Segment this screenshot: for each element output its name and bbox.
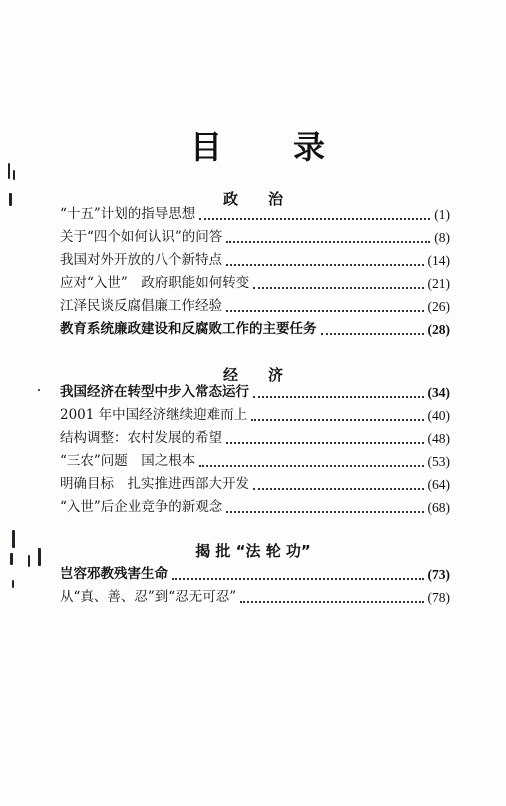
toc-entry-title: 我国经济在转型中步入常态运行 bbox=[60, 384, 249, 400]
scan-mark bbox=[13, 170, 15, 180]
toc-entry[interactable] bbox=[60, 295, 450, 318]
toc-entry[interactable] bbox=[60, 249, 450, 272]
page-title bbox=[190, 122, 325, 168]
toc-entry[interactable] bbox=[60, 272, 450, 295]
toc-entry-title: “十五”计划的指导思想 bbox=[60, 206, 196, 222]
toc-entry[interactable] bbox=[60, 427, 450, 450]
dot-leader bbox=[226, 241, 430, 243]
toc-entry-page: (68) bbox=[427, 500, 450, 515]
toc-entry[interactable] bbox=[60, 404, 450, 427]
dot-leader bbox=[253, 287, 423, 289]
toc-entry-page: (53) bbox=[427, 454, 450, 469]
page-title-char-2: 录 bbox=[292, 128, 325, 166]
section-heading-economy: 经 济 bbox=[222, 366, 283, 384]
dot-leader bbox=[199, 465, 423, 467]
dot-leader bbox=[172, 578, 424, 580]
toc-entry-page: (64) bbox=[427, 477, 450, 492]
scan-mark bbox=[8, 163, 10, 179]
section-heading-falun-gong: 揭 批 “法 轮 功” bbox=[195, 542, 311, 560]
toc-list-falun-gong bbox=[60, 563, 450, 609]
toc-entry-title: 江泽民谈反腐倡廉工作经验 bbox=[60, 298, 222, 314]
toc-entry-title: 明确目标 扎实推进西部大开发 bbox=[60, 476, 249, 492]
scan-mark bbox=[10, 553, 13, 565]
dot-leader bbox=[321, 333, 424, 335]
scan-mark bbox=[38, 389, 40, 391]
toc-entry-page: (21) bbox=[427, 276, 450, 291]
toc-entry[interactable] bbox=[60, 318, 450, 341]
toc-entry-title: “入世”后企业竞争的新观念 bbox=[60, 499, 223, 515]
toc-entry-title: 从“真、善、忍”到“忍无可忍” bbox=[60, 589, 237, 605]
toc-entry[interactable] bbox=[60, 203, 450, 226]
toc-entry-page: (8) bbox=[434, 230, 450, 245]
toc-entry-page: (40) bbox=[427, 408, 450, 423]
scan-mark bbox=[12, 530, 15, 548]
toc-entry[interactable] bbox=[60, 586, 450, 609]
dot-leader bbox=[199, 218, 430, 220]
toc-list-politics bbox=[60, 203, 450, 341]
toc-entry[interactable] bbox=[60, 450, 450, 473]
toc-entry-page: (28) bbox=[427, 322, 450, 337]
toc-entry[interactable] bbox=[60, 496, 450, 519]
toc-entry-page: (78) bbox=[427, 590, 450, 605]
toc-entry-page: (26) bbox=[427, 299, 450, 314]
page-title-char-1: 目 bbox=[190, 128, 223, 166]
toc-entry-title: 2001 年中国经济继续迎难而上 bbox=[60, 407, 248, 423]
scan-mark bbox=[38, 548, 41, 566]
toc-entry[interactable] bbox=[60, 563, 450, 586]
toc-entry[interactable] bbox=[60, 473, 450, 496]
dot-leader bbox=[253, 488, 424, 490]
toc-entry[interactable] bbox=[60, 226, 450, 249]
toc-entry-title: 岂容邪教残害生命 bbox=[60, 566, 168, 582]
toc-entry-title: 教育系统廉政建设和反腐败工作的主要任务 bbox=[60, 321, 317, 337]
dot-leader bbox=[253, 396, 424, 398]
toc-entry-page: (48) bbox=[427, 431, 450, 446]
toc-entry-page: (73) bbox=[427, 567, 450, 582]
dot-leader bbox=[226, 310, 424, 312]
toc-entry-title: 关于“四个如何认识”的问答 bbox=[60, 229, 223, 245]
scan-mark bbox=[12, 580, 14, 588]
toc-entry-title: “三农”问题 国之根本 bbox=[60, 453, 196, 469]
scan-mark bbox=[9, 193, 12, 206]
scan-mark bbox=[28, 555, 30, 567]
toc-entry-page: (14) bbox=[427, 253, 450, 268]
dot-leader bbox=[226, 442, 424, 444]
toc-entry-page: (34) bbox=[427, 385, 450, 400]
toc-entry[interactable] bbox=[60, 381, 450, 404]
toc-entry-page: (1) bbox=[434, 207, 450, 222]
toc-entry-title: 结构调整：农村发展的希望 bbox=[60, 430, 222, 446]
dot-leader bbox=[226, 511, 423, 513]
dot-leader bbox=[240, 601, 423, 603]
toc-entry-title: 应对“入世” 政府职能如何转变 bbox=[60, 275, 250, 291]
dot-leader bbox=[251, 419, 423, 421]
toc-list-economy bbox=[60, 381, 450, 519]
dot-leader bbox=[226, 264, 424, 266]
section-heading-politics: 政 治 bbox=[222, 190, 283, 208]
toc-entry-title: 我国对外开放的八个新特点 bbox=[60, 252, 222, 268]
